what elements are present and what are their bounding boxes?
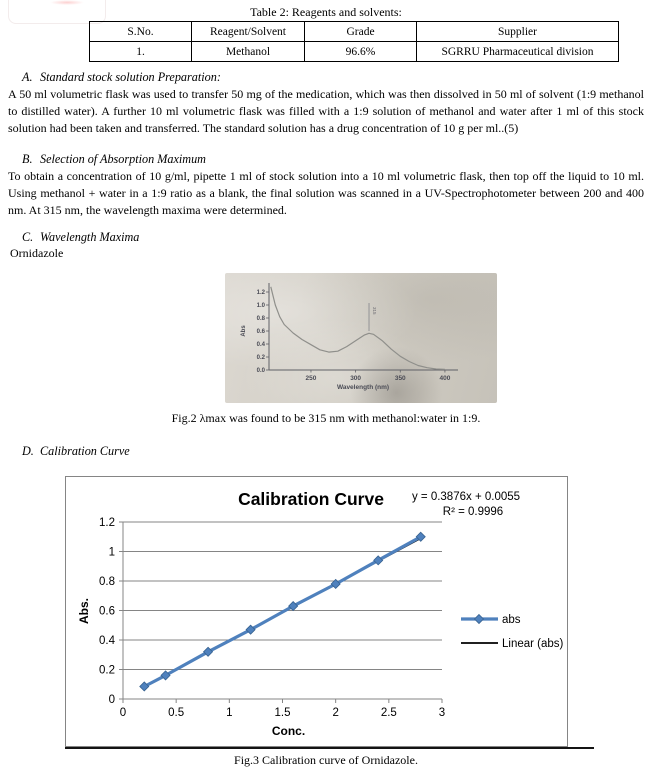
section-b-letter: B.	[22, 152, 33, 166]
svg-text:0.6: 0.6	[256, 329, 265, 335]
svg-text:0.6: 0.6	[99, 605, 115, 618]
table-header-row	[90, 22, 619, 42]
section-a-letter: A.	[22, 70, 33, 84]
svg-text:Conc.: Conc.	[271, 724, 306, 738]
svg-text:1.0: 1.0	[256, 303, 265, 309]
calibration-chart	[66, 477, 567, 746]
section-c-title: Wavelength Maxima	[40, 230, 140, 244]
svg-text:0.8: 0.8	[256, 316, 265, 322]
svg-text:Calibration Curve: Calibration Curve	[238, 489, 384, 509]
svg-text:250: 250	[305, 375, 317, 382]
svg-text:y = 0.3876x + 0.0055: y = 0.3876x + 0.0055	[411, 491, 521, 503]
svg-text:0.5: 0.5	[168, 707, 185, 719]
cell-grade: 96.6%	[305, 42, 417, 62]
table-row	[90, 42, 619, 62]
svg-text:0: 0	[108, 694, 115, 706]
col-header-reagent: Reagent/Solvent	[192, 22, 305, 42]
reagents-table	[89, 21, 619, 62]
svg-text:315: 315	[372, 307, 378, 315]
svg-text:1.2: 1.2	[99, 517, 115, 529]
section-d-heading	[22, 444, 130, 459]
svg-text:0: 0	[119, 707, 127, 719]
col-header-sno: S.No.	[90, 22, 192, 42]
fig2-caption: Fig.2 λmax was found to be 315 nm with methanol:water in 1:9.	[171, 411, 481, 425]
cell-sno: 1.	[90, 42, 192, 62]
svg-text:0.4: 0.4	[99, 635, 115, 647]
section-c-letter: C.	[22, 230, 34, 244]
col-header-grade: Grade	[305, 22, 417, 42]
svg-text:1: 1	[226, 707, 233, 719]
col-header-supplier: Supplier	[417, 22, 619, 42]
svg-text:Linear (abs): Linear (abs)	[502, 638, 564, 650]
section-a-title: Standard stock solution Preparation:	[40, 70, 221, 84]
svg-text:Abs: Abs	[241, 325, 247, 337]
svg-text:0.2: 0.2	[99, 664, 115, 677]
section-a-heading	[22, 70, 221, 85]
uv-spectrum-plot	[225, 273, 497, 403]
svg-text:350: 350	[394, 375, 406, 382]
svg-text:300: 300	[350, 375, 362, 382]
drug-name-label: Ornidazole	[10, 246, 64, 260]
svg-text:0.2: 0.2	[256, 355, 265, 361]
svg-text:abs: abs	[502, 614, 521, 626]
svg-text:400: 400	[439, 375, 451, 382]
table2-caption: Table 2: Reagents and solvents:	[250, 5, 402, 19]
section-b-heading	[22, 152, 206, 167]
cell-supplier: SGRRU Pharmaceutical division	[417, 42, 619, 62]
svg-text:0.4: 0.4	[256, 342, 265, 348]
section-c-heading	[22, 230, 139, 245]
svg-text:0.0: 0.0	[256, 368, 265, 374]
section-d-letter: D.	[22, 444, 34, 458]
section-b-paragraph: To obtain a concentration of 10 g/ml, pipette 1 ml of stock solution into a 10 ml volumetric flask, then top off the liquid to 10 ml. Using methanol + water in a 1:9 ratio as a blank, the final solution was scanned in a UV-Spectrophotometer between 200 and 400 nm. At 315 nm, the wavelength maxima were determined.	[8, 169, 644, 217]
svg-text:Wavelength (nm): Wavelength (nm)	[336, 384, 390, 391]
cell-reagent: Methanol	[192, 42, 305, 62]
svg-text:1: 1	[108, 546, 115, 559]
svg-text:R² = 0.9996: R² = 0.9996	[442, 506, 504, 518]
svg-text:2.5: 2.5	[380, 707, 397, 719]
svg-text:3: 3	[438, 707, 446, 719]
svg-text:2: 2	[332, 707, 339, 719]
calibration-chart-frame	[65, 476, 568, 747]
horizontal-rule	[65, 747, 594, 749]
section-b-title: Selection of Absorption Maximum	[40, 152, 206, 166]
fig3-caption: Fig.3 Calibration curve of Ornidazole.	[234, 753, 418, 767]
uv-spectrum-photo	[225, 273, 497, 403]
svg-text:Abs.: Abs.	[77, 597, 91, 625]
section-a-paragraph: A 50 ml volumetric flask was used to transfer 50 mg of the medication, which was then dissolved in 50 ml of solvent (1:9 methanol to distilled water). A further 10 ml volumetric flask was filled with a 1:9 solution of methanol and water after 1 ml of this stock solution had been taken and transferred. The standard solution has a drug concentration of 10 g per ml..(5)	[8, 87, 644, 135]
svg-text:1.5: 1.5	[274, 707, 291, 719]
svg-text:1.2: 1.2	[256, 290, 265, 296]
svg-text:0.8: 0.8	[99, 576, 115, 588]
section-d-title: Calibration Curve	[40, 444, 130, 458]
